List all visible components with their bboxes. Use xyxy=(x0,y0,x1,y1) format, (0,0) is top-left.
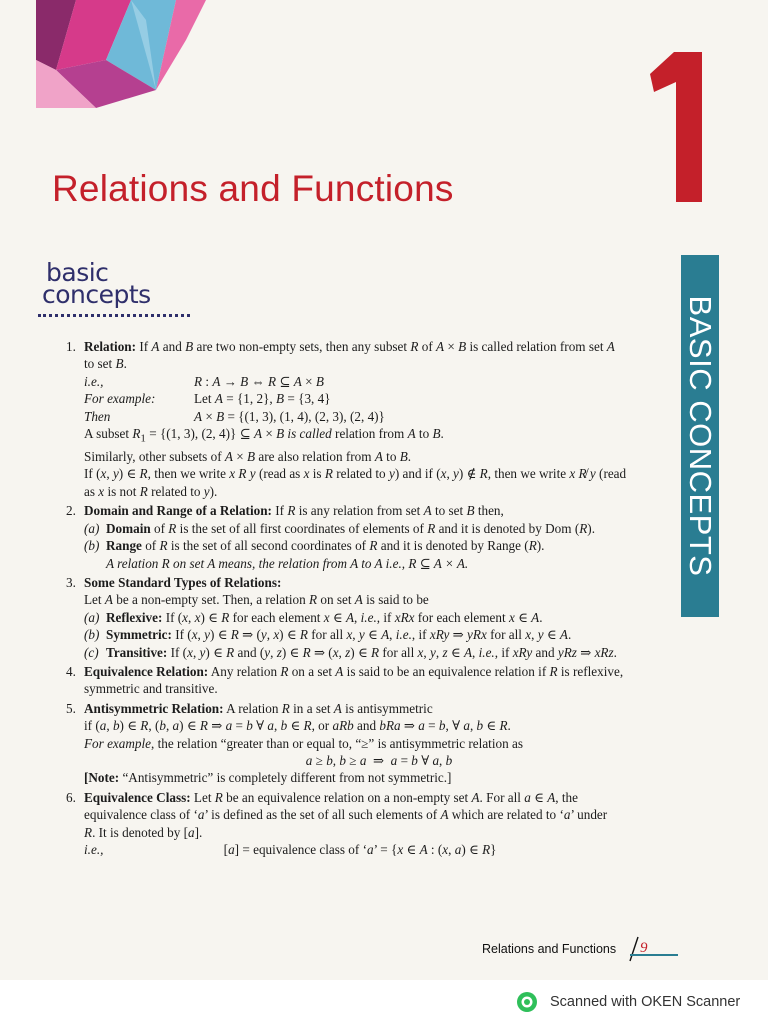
footer-title: Relations and Functions xyxy=(482,942,617,956)
example-row: i.e., R : A → B ⇔ R ⊆ A × B xyxy=(84,373,324,389)
text-line: If (x, y) ∈ R, then we write x R y (read as x is R related to y) and if (x, y) ∉ R, then we write x R̸ y (read xyxy=(84,466,627,482)
item-number: 6. xyxy=(66,789,76,805)
formula-line: a ≥ b, b ≥ a ⇒ a = b ∀ a, b xyxy=(305,752,453,768)
concept-item xyxy=(62,789,674,859)
example-row: i.e., [a] = equivalence class of ‘a’ = {x ∈ A : (x, a) ∈ R} xyxy=(84,842,497,858)
sub-item: (b) Range of R is the set of all second coordinates of R and it is denoted by Range (R). xyxy=(84,538,545,554)
sub-item: (a) Domain of R is the set of all first coordinates of elements of R and it is denoted by Dom (R). xyxy=(84,520,595,536)
concept-item xyxy=(62,502,674,572)
text-line: Equivalence Relation: Any relation R on a set A is said to be an equivalence relation if R is reflexive, xyxy=(84,663,624,679)
item-number: 4. xyxy=(66,663,76,679)
text-line: Antisymmetric Relation: A relation R in a set A is antisymmetric xyxy=(84,700,433,716)
chapter-title: Relations and Functions xyxy=(52,168,454,209)
logo-line-2: concepts xyxy=(42,280,151,309)
text-line: R. It is denoted by [a]. xyxy=(84,824,203,840)
text-line: Some Standard Types of Relations: xyxy=(84,574,282,590)
page-number: 9 xyxy=(640,940,648,956)
example-row: Then A × B = {(1, 3), (1, 4), (2, 3), (2, 4)} xyxy=(84,408,385,424)
text-line: For example, the relation “greater than or equal to, “≥” is antisymmetric relation as xyxy=(84,735,523,751)
concept-item xyxy=(62,338,674,500)
text-line: A subset $R_1 = \{(1$, 3), (2, 4)} ⊆ A × B is called relation from A to B. xyxy=(84,426,444,445)
pyramid-graphic xyxy=(36,0,206,108)
side-tab xyxy=(681,255,719,617)
concept-item xyxy=(62,574,674,661)
text-line: if (a, b) ∈ R, (b, a) ∈ R ⇒ a = b ∀ a, b ∈ R, or aRb and bRa ⇒ a = b, ∀ a, b ∈ R. xyxy=(84,718,511,734)
text-line: Relation: If A and B are two non-empty sets, then any subset R of A × B is called relation from set A xyxy=(84,339,615,354)
scanner-watermark xyxy=(516,991,740,1013)
basic-concepts-logo xyxy=(38,258,208,324)
text-line: to set B. xyxy=(84,356,127,372)
side-tab-label: BASIC CONCEPTS xyxy=(683,295,718,577)
example-row: For example: Let A = {1, 2}, B = {3, 4} xyxy=(84,391,331,407)
footer-rule xyxy=(630,954,678,956)
sub-item: (a) Reflexive: If (x, x) ∈ R for each element x ∈ A, i.e., if xRx for each element x ∈ A. xyxy=(84,609,543,625)
item-number: 2. xyxy=(66,503,76,519)
item-number: 3. xyxy=(66,574,76,590)
item-number: 5. xyxy=(66,700,76,716)
sub-item: (b) Symmetric: If (x, y) ∈ R ⇒ (y, x) ∈ R for all x, y ∈ A, i.e., if xRy ⇒ yRx for all x, y ∈ A. xyxy=(84,627,572,643)
concept-item xyxy=(62,700,674,787)
scanner-text: Scanned with OKEN Scanner xyxy=(550,994,741,1010)
text-line: symmetric and transitive. xyxy=(84,681,218,697)
chapter-number xyxy=(646,52,716,202)
text-line: Equivalence Class: Let R be an equivalence relation on a non-empty set A. For all a ∈ A, the xyxy=(84,789,578,805)
text-line: Let A be a non-empty set. Then, a relation R on set A is said to be xyxy=(84,592,429,608)
text-line: Similarly, other subsets of A × B are also relation from A to B. xyxy=(84,449,412,465)
dotted-underline xyxy=(38,314,190,317)
sub-item: A relation R on set A means, the relation from A to A i.e., R ⊆ A × A. xyxy=(106,555,469,571)
footer-slash xyxy=(628,936,640,962)
logo-line-1: basic xyxy=(46,258,109,287)
text-line: equivalence class of ‘a’ is defined as the set of all such elements of A which are related to ‘a’ under xyxy=(84,807,608,823)
text-line: [Note: “Antisymmetric” is completely different from not symmetric.] xyxy=(84,770,452,786)
sub-item: (c) Transitive: If (x, y) ∈ R and (y, z) ∈ R ⇒ (x, z) ∈ R for all x, y, z ∈ A, i.e., if xRy and yRz ⇒ xRz. xyxy=(84,644,617,660)
item-number: 1. xyxy=(66,339,76,354)
text-line: Domain and Range of a Relation: If R is any relation from set A to set B then, xyxy=(84,503,504,519)
scanner-logo-icon xyxy=(516,991,538,1013)
concept-list xyxy=(62,338,674,860)
text-line: as x is not R related to y). xyxy=(84,483,218,499)
concept-item xyxy=(62,663,674,698)
